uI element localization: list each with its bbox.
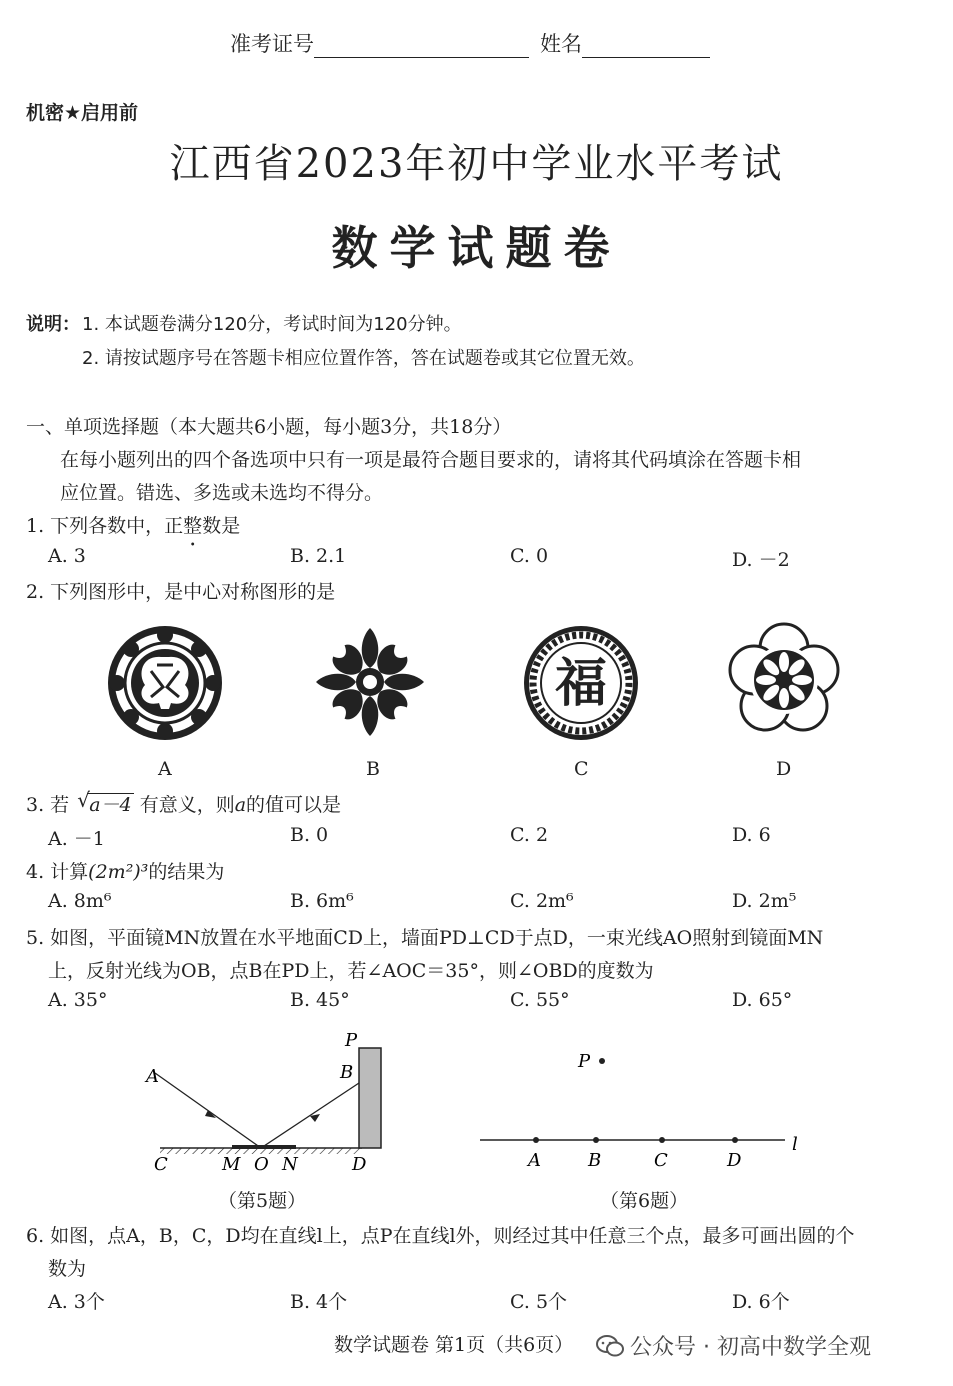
exam-id-field <box>230 28 529 58</box>
point-p <box>599 1058 605 1064</box>
name-blank <box>582 37 710 58</box>
q6-figure <box>470 1040 810 1175</box>
q6-option-a: A. 3个 <box>48 1291 105 1313</box>
section-instruction-1: 在每小题列出的四个备选项中只有一项是最符合题目要求的，请将其代码填涂在答题卡相 <box>60 449 802 471</box>
q1-stem-pre: 1. 下列各数中， <box>26 515 165 537</box>
sqrt-expression <box>77 790 133 817</box>
question-2-stem: 2. 下列图形中，是中心对称图形的是 <box>26 581 336 603</box>
notes-line-2: 2. 请按试题序号在答题卡相应位置作答，答在试题卷或其它位置无效。 <box>82 348 645 369</box>
question-3-stem <box>26 790 341 817</box>
q2-label-a: A <box>158 758 172 780</box>
q4-option-a: A. 8m⁶ <box>48 890 112 912</box>
q2-label-c: C <box>574 758 589 780</box>
q5-option-d: D. 65° <box>732 989 793 1011</box>
q2-label-d: D <box>776 758 792 780</box>
question-6-stem-line-2: 数为 <box>48 1258 87 1280</box>
q3-stem-post-2: 的值可以是 <box>246 794 342 816</box>
q4-option-d: D. 2m⁵ <box>732 890 797 912</box>
q5-option-c: C. 55° <box>510 989 570 1011</box>
q1-emphasis: 正整数 <box>164 515 222 537</box>
point-c <box>659 1137 665 1143</box>
q5-option-a: A. 35° <box>48 989 108 1011</box>
name-field <box>540 28 710 58</box>
q4-option-b: B. 6m⁶ <box>290 890 354 912</box>
q4-option-c: C. 2m⁶ <box>510 890 574 912</box>
notes-line-1: 1. 本试题卷满分120分，考试时间为120分钟。 <box>82 314 462 335</box>
label-m: M <box>222 1154 241 1175</box>
q3-stem-pre: 3. 若 <box>26 794 70 816</box>
q5-option-b: B. 45° <box>290 989 350 1011</box>
q2-figure-b <box>314 626 426 738</box>
label-o: O <box>254 1154 269 1175</box>
point-a <box>533 1137 539 1143</box>
point-b <box>593 1137 599 1143</box>
q3-option-b: B. 0 <box>290 824 329 846</box>
q6-caption: （第6题） <box>600 1190 689 1212</box>
question-1-stem <box>26 511 240 538</box>
q3-option-a: A. －1 <box>48 828 105 850</box>
radicand: a－4 <box>89 794 132 816</box>
q5-figure <box>140 1028 400 1178</box>
q5-caption: （第5题） <box>218 1190 307 1212</box>
section-instruction-2: 应位置。错选、多选或未选均不得分。 <box>60 482 384 504</box>
q6-option-d: D. 6个 <box>732 1291 790 1313</box>
q2-figure-d <box>726 622 842 738</box>
label-l: l <box>792 1134 798 1155</box>
q2-figure-c <box>522 624 640 742</box>
question-6-stem-line-1: 6. 如图，点A，B，C，D均在直线l上，点P在直线l外，则经过其中任意三个点，最多可画出圆的个 <box>26 1225 855 1247</box>
label-a: A <box>528 1150 541 1171</box>
q3-option-d: D. 6 <box>732 824 771 846</box>
arrow-ao-icon <box>205 1110 216 1118</box>
confidential-mark: 机密★启用前 <box>26 102 139 124</box>
exam-id-label: 准考证号 <box>230 32 314 56</box>
label-b: B <box>588 1150 602 1171</box>
point-d <box>732 1137 738 1143</box>
name-label: 姓名 <box>540 32 582 56</box>
page-footer: 数学试题卷 第1页（共6页） <box>334 1334 574 1356</box>
label-b: B <box>340 1062 354 1083</box>
radical-sign-icon: √ <box>77 788 90 812</box>
q3-option-c: C. 2 <box>510 824 549 846</box>
fu-character: 福 <box>554 653 608 714</box>
notes-label: 说明： <box>26 314 80 335</box>
q1-option-a: A. 3 <box>48 545 86 567</box>
q1-option-c: C. 0 <box>510 545 549 567</box>
ray-ob <box>261 1083 359 1148</box>
label-p: P <box>578 1051 591 1072</box>
q3-stem-post: 有意义，则 <box>139 794 235 816</box>
watermark <box>596 1330 871 1361</box>
q6-option-c: C. 5个 <box>510 1291 568 1313</box>
label-p: P <box>345 1030 358 1051</box>
label-c: C <box>654 1150 668 1171</box>
question-5-stem-line-1: 5. 如图，平面镜MN放置在水平地面CD上，墙面PD⊥CD于点D，一束光线AO照射到镜面MN <box>26 927 824 949</box>
label-a: A <box>146 1066 159 1087</box>
paper-subtitle: 数学试题卷 <box>331 221 622 275</box>
q4-expression: (2m²)³ <box>88 861 149 883</box>
q1-stem-post: 是 <box>221 515 241 537</box>
label-c: C <box>154 1154 168 1175</box>
question-5-stem-line-2: 上，反射光线为OB，点B在PD上，若∠AOC＝35°，则∠OBD的度数为 <box>48 960 654 982</box>
q4-stem-pre: 4. 计算 <box>26 861 89 883</box>
label-d: D <box>727 1150 742 1171</box>
q6-option-b: B. 4个 <box>290 1291 348 1313</box>
q2-figure-a <box>106 624 224 742</box>
watermark-text: 公众号 · 初高中数学全观 <box>630 1335 871 1360</box>
exam-id-blank <box>314 37 529 58</box>
exam-title: 江西省2023年初中学业水平考试 <box>169 141 784 187</box>
wechat-icon <box>596 1334 624 1358</box>
label-n: N <box>282 1154 298 1175</box>
question-4-stem <box>26 857 224 884</box>
q1-option-b: B. 2.1 <box>290 545 347 567</box>
q3-variable: a <box>234 794 247 816</box>
label-d: D <box>352 1154 367 1175</box>
q1-option-d: D. －2 <box>732 549 790 571</box>
q4-stem-post: 的结果为 <box>148 861 225 883</box>
q2-label-b: B <box>366 758 380 780</box>
section-heading: 一、单项选择题（本大题共6小题，每小题3分，共18分） <box>26 416 512 438</box>
wall <box>359 1048 381 1148</box>
